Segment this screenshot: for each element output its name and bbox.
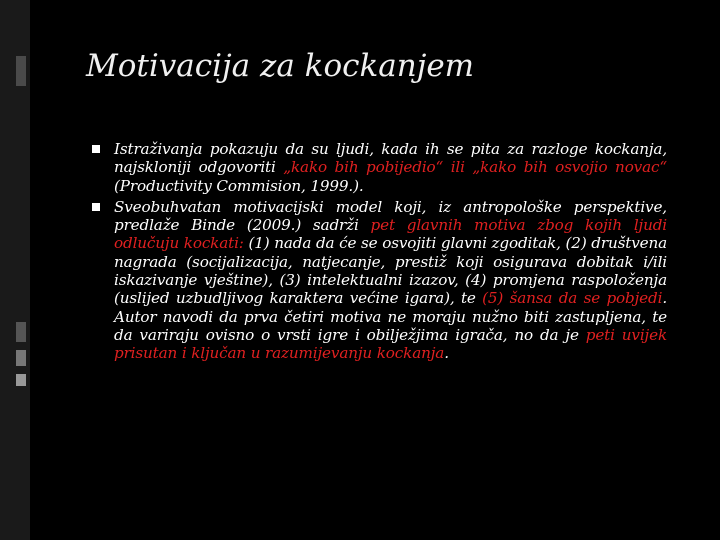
bullet-text: . Autor navodi da prva četiri motiva ne moraju nužno biti zastupljena, te da variraju ovisno o vrsti igre i obilježjima igrača, no da je (114, 289, 667, 344)
bullet-text: (1) nada da će se osvojiti glavni zgoditak, (2) društvena nagrada (socijalizacija, natjecanje, prestiž koji osigurava dobitak i/ili iskazivanje vještine), (3) intelektualni izazov, (4) promjena raspoloženja (uslijed uzbudljivog karaktera većine igara), te (114, 234, 668, 308)
slide-title: Motivacija za kockanjem (86, 48, 475, 84)
highlighted-text: peti uvijek prisutan i ključan u razumijevanju kockanja (114, 325, 668, 363)
slide-content (92, 140, 667, 363)
decorative-block-3 (16, 374, 26, 386)
decorative-block-2 (16, 350, 26, 366)
bullet-square-icon (92, 203, 100, 211)
bullet-text: Sveobuhvatan motivacijski model koji, iz antropološke perspektive, predlaže Binde (2009.) sadrži (114, 197, 667, 235)
bullet-item (92, 140, 667, 195)
highlighted-text: „kako bih pobijedio“ ili „kako bih osvojio novac“ (283, 158, 667, 177)
bullet-text: Istraživanja pokazuju da su ljudi, kada ih se pita za razloge kockanja, najskloniji odgovoriti (114, 140, 667, 177)
bullet-text: (Productivity Commision, 1999.). (114, 176, 364, 195)
bullet-item (92, 198, 667, 363)
decorative-block-1 (16, 322, 26, 342)
decorative-block-top (16, 56, 26, 86)
highlighted-text: (5) šansa da se pobjedi (482, 289, 663, 308)
highlighted-text: pet glavnih motiva zbog kojih ljudi odlučuju kockati: (114, 216, 667, 253)
bullet-text: . (444, 344, 449, 363)
bullet-square-icon (92, 145, 100, 153)
